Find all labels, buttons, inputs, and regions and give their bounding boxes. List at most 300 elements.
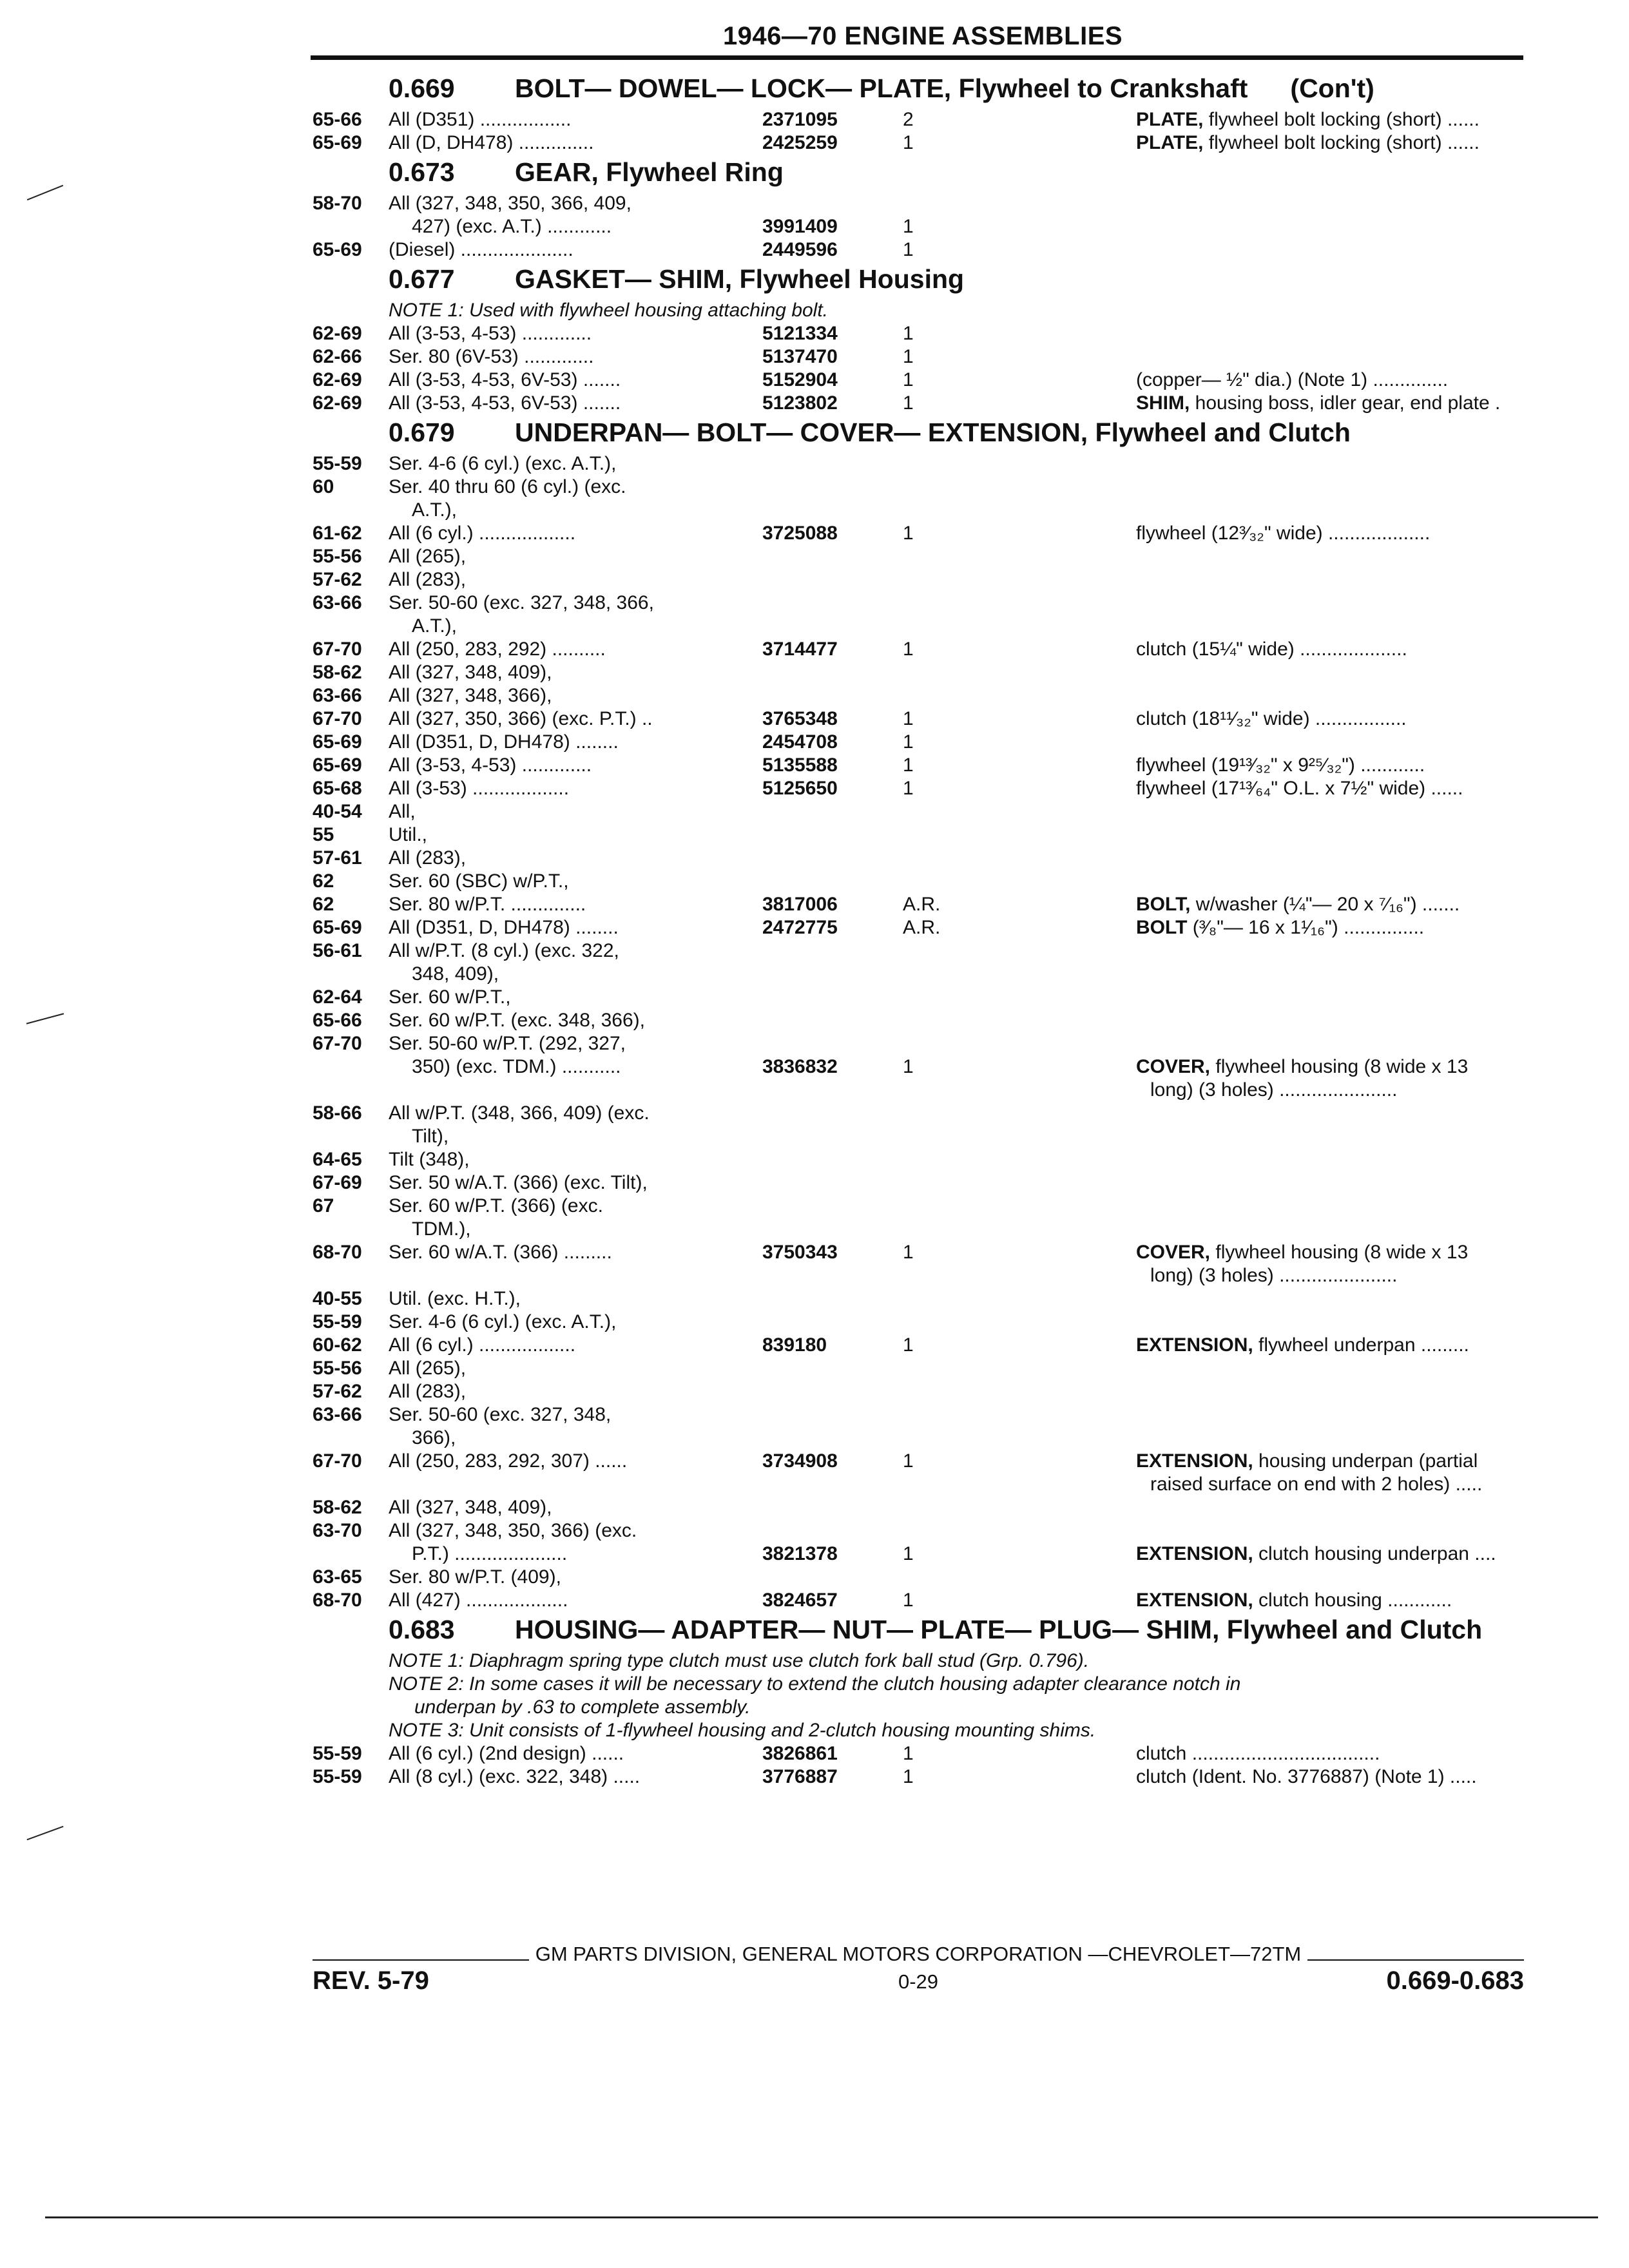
table-row [313,893,1524,916]
table-row [313,1125,1524,1148]
quantity: 1 [903,708,914,729]
year-range: 62-64 [313,986,362,1008]
application: All (3-53, 4-53) ............. [389,754,592,776]
part-number [762,963,903,986]
quantity [903,615,961,638]
quantity [903,476,961,499]
table-row [313,1287,1524,1311]
part-number [762,545,903,568]
part-number [762,192,903,215]
description-text: (copper— ½" dia.) (Note 1) .............. [1136,369,1449,390]
year-range: 65-69 [313,754,362,776]
quantity [903,568,961,591]
spacer [961,1473,1136,1496]
description [1136,215,1510,238]
quantity: 1 [903,1590,914,1611]
spacer [961,893,1136,916]
description [1136,1566,1510,1589]
part-number: 3714477 [762,639,838,660]
application: All (250, 283, 292) .......... [389,639,606,660]
year-range: 55-56 [313,1358,362,1379]
table-row [313,476,1524,499]
year-range: 62 [313,894,334,915]
application: Ser. 80 w/P.T. .............. [389,894,586,915]
description [1136,345,1510,369]
table-row [313,1171,1524,1195]
year-range: 55-59 [313,1311,362,1332]
part-number [762,1403,903,1427]
application: All (265), [389,546,467,567]
description [1136,707,1510,731]
year-range [313,1218,389,1241]
quantity [903,986,961,1009]
quantity [903,591,961,615]
spacer [961,1450,1136,1473]
part-number [762,661,903,684]
description [1136,1102,1510,1125]
table-row [313,545,1524,568]
table-row [313,369,1524,392]
year-range: 65-69 [313,239,362,260]
part-number [762,1566,903,1589]
description-keyword: EXTENSION, [1136,1590,1253,1611]
quantity [903,1496,961,1519]
footer-rule-right [1307,1959,1524,1961]
spacer [961,591,1136,615]
table-row [313,1055,1524,1079]
description-text: clutch (Ident. No. 3776887) (Note 1) ..... [1136,1766,1477,1787]
part-number [762,615,903,638]
part-number: 3817006 [762,894,838,915]
part-number: 2425259 [762,132,838,153]
table-row [313,215,1524,238]
section-heading [313,157,1524,187]
year-range [313,1055,389,1079]
description [1136,1055,1510,1079]
table-row [313,1765,1524,1789]
group-title [465,1615,1524,1644]
group-title-text: GEAR, Flywheel Ring [515,157,784,187]
description [1136,1287,1510,1311]
table-row [313,499,1524,522]
part-number: 5123802 [762,392,838,414]
table-row [313,1542,1524,1566]
quantity [903,847,961,870]
quantity [903,1519,961,1542]
spacer [961,499,1136,522]
quantity [903,1380,961,1403]
spacer [961,1496,1136,1519]
spacer [961,522,1136,545]
year-range: 62-69 [313,323,362,344]
table-row [313,777,1524,800]
spacer [961,568,1136,591]
description [1136,545,1510,568]
spacer [961,1102,1136,1125]
application: All (D, DH478) .............. [389,132,594,153]
application: Ser. 4-6 (6 cyl.) (exc. A.T.), [389,1311,617,1332]
description [1136,1542,1510,1566]
spacer [961,452,1136,476]
table-row [313,800,1524,823]
part-number [762,823,903,847]
description [1136,1032,1510,1055]
description-text: flywheel underpan ......... [1253,1334,1469,1356]
spacer [961,1148,1136,1171]
table-row [313,684,1524,707]
quantity [903,1032,961,1055]
application: All (3-53, 4-53, 6V-53) ....... [389,392,621,414]
spacer [961,1380,1136,1403]
part-number: 839180 [762,1334,827,1356]
description [1136,1427,1510,1450]
application: A.T.), [412,615,458,637]
note-text: NOTE 3: Unit consists of 1-flywheel housing and 2-clutch housing mounting shims. [389,1720,1096,1741]
quantity [903,823,961,847]
table-row [313,731,1524,754]
part-number: 5135588 [762,754,838,776]
description-text: flywheel bolt locking (short) ...... [1203,132,1480,153]
spacer [961,322,1136,345]
table-row [313,1357,1524,1380]
application: All w/P.T. (348, 366, 409) (exc. [389,1102,650,1124]
table-row [313,916,1524,939]
spacer [961,823,1136,847]
table-row [313,568,1524,591]
quantity: 1 [903,754,914,776]
part-number [762,499,903,522]
year-range: 65-69 [313,132,362,153]
application: All (3-53, 4-53, 6V-53) ....... [389,369,621,390]
spacer [961,777,1136,800]
quantity: 1 [903,1743,914,1764]
table-row [313,1403,1524,1427]
table-row [313,1148,1524,1171]
quantity: 1 [903,132,914,153]
table-row [313,345,1524,369]
spacer [961,1589,1136,1612]
quantity: 1 [903,731,914,753]
spacer [961,870,1136,893]
quantity: 2 [903,109,914,130]
application: Ser. 4-6 (6 cyl.) (exc. A.T.), [389,453,617,474]
table-row [313,870,1524,893]
quantity [903,1357,961,1380]
year-range: 58-62 [313,662,362,683]
description-text: flywheel bolt locking (short) ...... [1203,109,1480,130]
year-range: 57-61 [313,847,362,869]
year-range: 60 [313,476,334,497]
spacer [961,238,1136,262]
description [1136,870,1510,893]
spacer [961,1403,1136,1427]
quantity [903,192,961,215]
table-row [313,322,1524,345]
year-range: 63-66 [313,1404,362,1425]
application: A.T.), [412,499,458,521]
description [1136,392,1510,415]
table-row [313,1032,1524,1055]
quantity [903,1171,961,1195]
description [1136,322,1510,345]
application: All (6 cyl.) .................. [389,1334,576,1356]
description-text: flywheel housing (8 wide x 13 [1210,1242,1469,1263]
description-text: raised surface on end with 2 holes) ..... [1150,1474,1483,1495]
year-range: 58-66 [313,1102,362,1124]
part-number [762,1380,903,1403]
application [389,1264,762,1287]
table-row [313,1473,1524,1496]
description [1136,916,1510,939]
spacer [961,215,1136,238]
table-row [313,591,1524,615]
group-number: 0.683 [389,1615,455,1644]
description [1136,522,1510,545]
spacer [961,1334,1136,1357]
description [1136,1241,1510,1264]
quantity [903,1148,961,1171]
quantity: 1 [903,1543,914,1564]
part-number [762,591,903,615]
application: Util., [389,824,427,845]
application [389,1473,762,1496]
description [1136,499,1510,522]
year-range [313,215,389,238]
part-number [762,847,903,870]
group-number: 0.677 [389,264,455,294]
part-number: 2371095 [762,109,838,130]
application: TDM.), [412,1218,471,1240]
description-keyword: BOLT, [1136,894,1191,915]
application: Ser. 50-60 w/P.T. (292, 327, [389,1033,626,1054]
application: All w/P.T. (8 cyl.) (exc. 322, [389,940,619,961]
quantity [903,939,961,963]
part-number: 3776887 [762,1766,838,1787]
year-range: 62 [313,870,334,892]
quantity [903,661,961,684]
description-text: w/washer (¼"— 20 x ⁷⁄₁₆") ....... [1190,894,1460,915]
description [1136,777,1510,800]
part-number: 3750343 [762,1242,838,1263]
application: All (D351) ................. [389,109,572,130]
year-range: 60-62 [313,1334,362,1356]
table-row [313,1264,1524,1287]
application: All (265), [389,1358,467,1379]
group-title-text: GASKET— SHIM, Flywheel Housing [515,264,965,294]
table-row [313,1241,1524,1264]
section-heading [313,1615,1524,1644]
table-row [313,1195,1524,1218]
table-row [313,1450,1524,1473]
continued-label: (Con't) [1290,73,1374,103]
application: All (D351, D, DH478) ........ [389,731,619,753]
table-row [313,986,1524,1009]
group-number: 0.669 [389,73,455,103]
group-number: 0.673 [389,157,455,187]
spacer [961,1765,1136,1789]
header-rule [311,55,1523,60]
parts-listing [313,71,1524,1789]
description [1136,1403,1510,1427]
quantity: 1 [903,392,914,414]
part-number: 3836832 [762,1056,838,1077]
description [1136,1125,1510,1148]
spacer [961,661,1136,684]
description [1136,661,1510,684]
year-range [313,1473,389,1496]
year-range: 67 [313,1195,334,1216]
table-row [313,1742,1524,1765]
part-number [762,800,903,823]
description [1136,1148,1510,1171]
application: All (3-53) .................. [389,778,570,799]
table-row [313,1589,1524,1612]
description [1136,1519,1510,1542]
spacer [961,731,1136,754]
section-heading [313,73,1524,103]
description-text: long) (3 holes) ...................... [1150,1079,1398,1100]
year-range: 55-59 [313,1766,362,1787]
part-number [762,1102,903,1125]
spacer [961,1125,1136,1148]
table-row [313,1380,1524,1403]
year-range: 67-70 [313,1033,362,1054]
year-range: 68-70 [313,1590,362,1611]
spacer [961,684,1136,707]
quantity: 1 [903,1056,914,1077]
part-number [762,1519,903,1542]
table-row [313,392,1524,415]
spacer [961,1264,1136,1287]
footer-corporation: GM PARTS DIVISION, GENERAL MOTORS CORPORATION —CHEVROLET—72TM [535,1943,1302,1965]
application: 348, 409), [412,963,499,985]
description-keyword: PLATE, [1136,109,1204,130]
description [1136,238,1510,262]
year-range: 57-62 [313,569,362,590]
year-range: 63-66 [313,592,362,613]
application: Tilt (348), [389,1149,470,1170]
year-range: 67-70 [313,708,362,729]
application: All (8 cyl.) (exc. 322, 348) ..... [389,1766,641,1787]
bottom-rule [45,2216,1598,2218]
description [1136,1589,1510,1612]
description [1136,939,1510,963]
section-heading [313,264,1524,294]
spacer [961,1311,1136,1334]
table-row [313,1102,1524,1125]
description-text: flywheel (12³⁄₃₂" wide) ................... [1136,523,1431,544]
section-heading [313,418,1524,447]
description [1136,1171,1510,1195]
application: 366), [412,1427,456,1448]
application: 350) (exc. TDM.) ........... [412,1056,621,1077]
spacer [961,800,1136,823]
year-range [313,499,389,522]
spacer [961,545,1136,568]
year-range: 62-66 [313,346,362,367]
table-row [313,1009,1524,1032]
part-number [762,684,903,707]
description-keyword: PLATE, [1136,132,1204,153]
footer [313,1966,1524,1999]
footer-corporation-line [313,1943,1524,1966]
table-row [313,1079,1524,1102]
group-range: 0.669-0.683 [1386,1966,1524,1995]
quantity [903,1125,961,1148]
spacer [961,192,1136,215]
quantity [903,1195,961,1218]
description-keyword: EXTENSION, [1136,1450,1253,1472]
page-number: 0-29 [898,1970,939,1993]
spacer [961,1542,1136,1566]
part-number [762,1171,903,1195]
description-text: flywheel housing (8 wide x 13 [1210,1056,1469,1077]
year-range [313,1125,389,1148]
quantity: 1 [903,778,914,799]
description [1136,800,1510,823]
application: (Diesel) ..................... [389,239,574,260]
part-number [762,452,903,476]
quantity: 1 [903,1334,914,1356]
quantity [903,870,961,893]
year-range: 63-66 [313,685,362,706]
table-row [313,1311,1524,1334]
description-text: clutch (15¼" wide) .................... [1136,639,1407,660]
year-range: 61-62 [313,523,362,544]
spacer [961,754,1136,777]
part-number [762,986,903,1009]
table-row [313,108,1524,131]
description-text: flywheel (19¹³⁄₃₂" x 9²⁵⁄₃₂") ............ [1136,754,1425,776]
spacer [961,707,1136,731]
quantity [903,1264,961,1287]
year-range: 65-68 [313,778,362,799]
part-number [762,1264,903,1287]
quantity: A.R. [903,917,941,938]
part-number [762,1218,903,1241]
quantity: 1 [903,323,914,344]
part-number [762,1148,903,1171]
year-range: 55-59 [313,453,362,474]
table-row [313,661,1524,684]
spacer [961,847,1136,870]
description [1136,568,1510,591]
table-row [313,638,1524,661]
description-keyword: COVER, [1136,1056,1211,1077]
year-range: 63-70 [313,1520,362,1541]
table-row [313,823,1524,847]
description-text: housing boss, idler gear, end plate . [1190,392,1501,414]
application: All (6 cyl.) .................. [389,523,576,544]
quantity: 1 [903,1242,914,1263]
description [1136,754,1510,777]
year-range: 62-69 [313,392,362,414]
quantity [903,1427,961,1450]
year-range: 56-61 [313,940,362,961]
year-range: 57-62 [313,1381,362,1402]
quantity [903,1102,961,1125]
year-range: 67-70 [313,639,362,660]
application: All (3-53, 4-53) ............. [389,323,592,344]
description [1136,452,1510,476]
description [1136,1009,1510,1032]
description [1136,1742,1510,1765]
quantity: 1 [903,1450,914,1472]
spacer [961,392,1136,415]
quantity [903,1566,961,1589]
year-range: 55-59 [313,1743,362,1764]
year-range: 63-65 [313,1566,362,1588]
